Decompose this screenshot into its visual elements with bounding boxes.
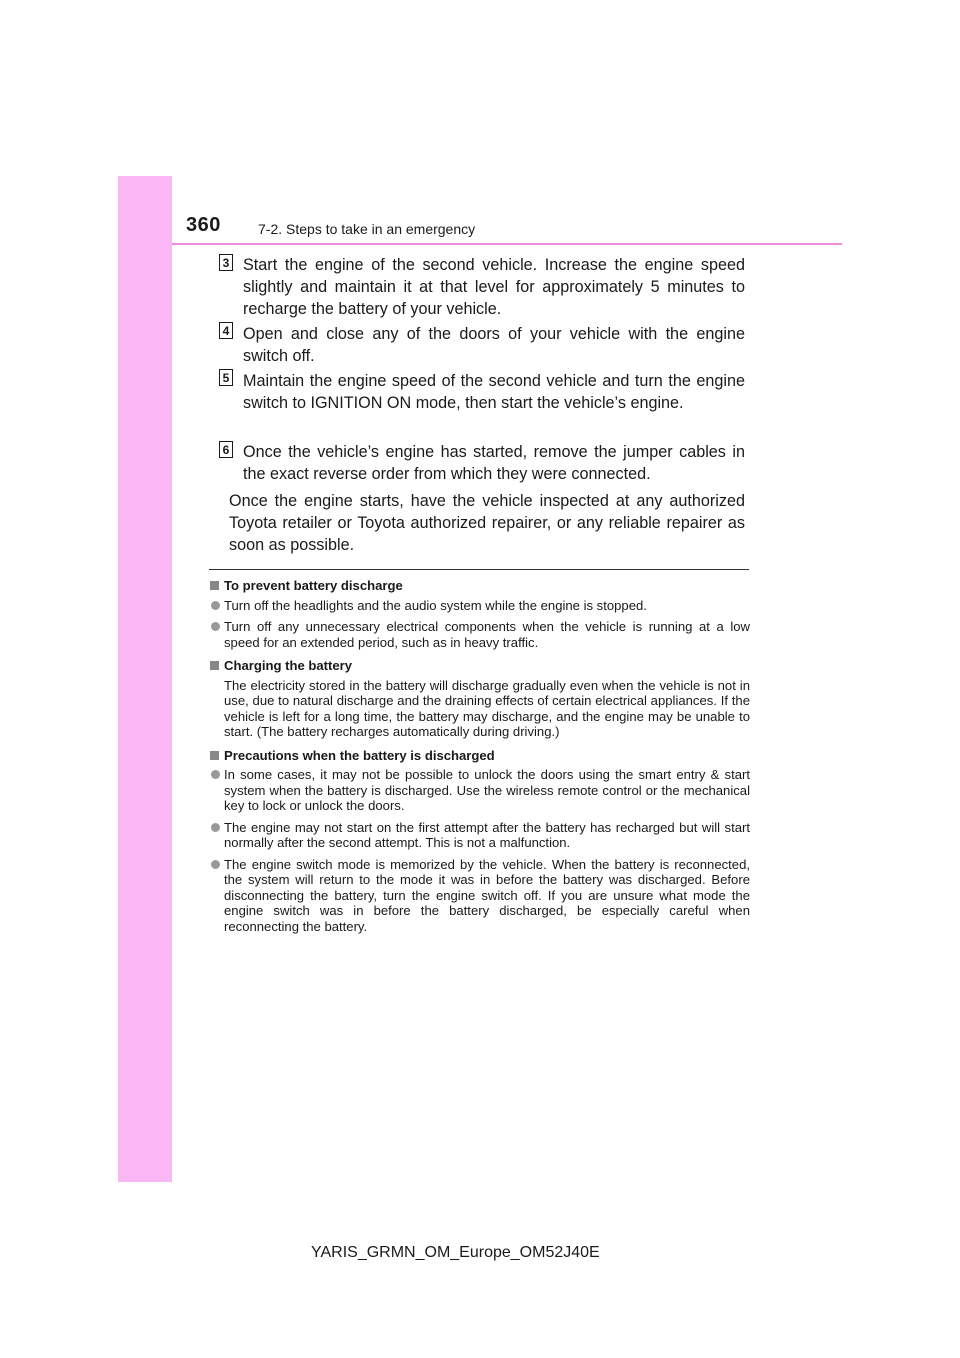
note-heading: Precautions when the battery is discharged [210, 748, 750, 764]
note-heading: To prevent battery discharge [210, 578, 750, 594]
page-number: 360 [186, 214, 221, 236]
square-bullet-icon [210, 581, 219, 590]
circle-bullet-icon [211, 770, 220, 779]
step-number-badge: 3 [219, 254, 233, 271]
header-rule [172, 243, 842, 245]
step-number-badge: 5 [219, 369, 233, 386]
square-bullet-icon [210, 751, 219, 760]
note-body: The electricity stored in the battery will discharge gradually even when the vehicle is not in use, due to natural discharge and the draining effects of certain electrical appliances. If the vehicle is left for a long time, the battery may discharge, and the engine may be unable to start. (The battery recharges automatically during driving.) [224, 677, 750, 739]
note-bullet: In some cases, it may not be possible to unlock the doors using the smart entry & start system when the battery is discharged. Use the wireless remote control or the mechanical key to lock or unlock the doors. [210, 767, 750, 814]
square-bullet-icon [210, 661, 219, 670]
note-bullet: The engine switch mode is memorized by the vehicle. When the battery is reconnected, the system will return to the mode it was in before the battery was discharged. Before disconnecting the battery, turn the engine switch off. If you are unsure what mode the engine switch was in before the battery discharged, be especially careful when reconnecting the battery. [210, 857, 750, 935]
step-number-badge: 4 [219, 322, 233, 339]
note-bullet: The engine may not start on the first attempt after the battery has recharged but will start normally after the second attempt. This is not a malfunction. [210, 820, 750, 851]
note-bullet: Turn off the headlights and the audio system while the engine is stopped. [210, 598, 750, 614]
circle-bullet-icon [211, 823, 220, 832]
notes-divider [209, 569, 749, 570]
chapter-sidebar [118, 176, 172, 1182]
circle-bullet-icon [211, 860, 220, 869]
summary-paragraph: Once the engine starts, have the vehicle inspected at any authorized Toyota retailer or Toyota authorized repairer, or any reliable repairer as soon as possible. [229, 492, 745, 554]
notes-section [210, 578, 750, 940]
step-text: Maintain the engine speed of the second vehicle and turn the engine switch to IGNITION ON mode, then start the vehicle’s engine. [243, 372, 745, 412]
note-bullet: Turn off any unnecessary electrical components when the vehicle is running at a low speed for an extended period, such as in heavy traffic. [210, 619, 750, 650]
step-text: Open and close any of the doors of your vehicle with the engine switch off. [243, 325, 745, 365]
step-text: Once the vehicle’s engine has started, remove the jumper cables in the exact reverse order from which they were connected. [243, 443, 745, 483]
circle-bullet-icon [211, 622, 220, 631]
step-text: Start the engine of the second vehicle. Increase the engine speed slightly and maintain it at that level for approximately 5 minutes to recharge the battery of your vehicle. [243, 256, 745, 318]
step-number-badge: 6 [219, 441, 233, 458]
document-footer: YARIS_GRMN_OM_Europe_OM52J40E [311, 1244, 600, 1261]
note-heading: Charging the battery [210, 658, 750, 674]
circle-bullet-icon [211, 601, 220, 610]
section-title: 7-2. Steps to take in an emergency [258, 221, 476, 237]
